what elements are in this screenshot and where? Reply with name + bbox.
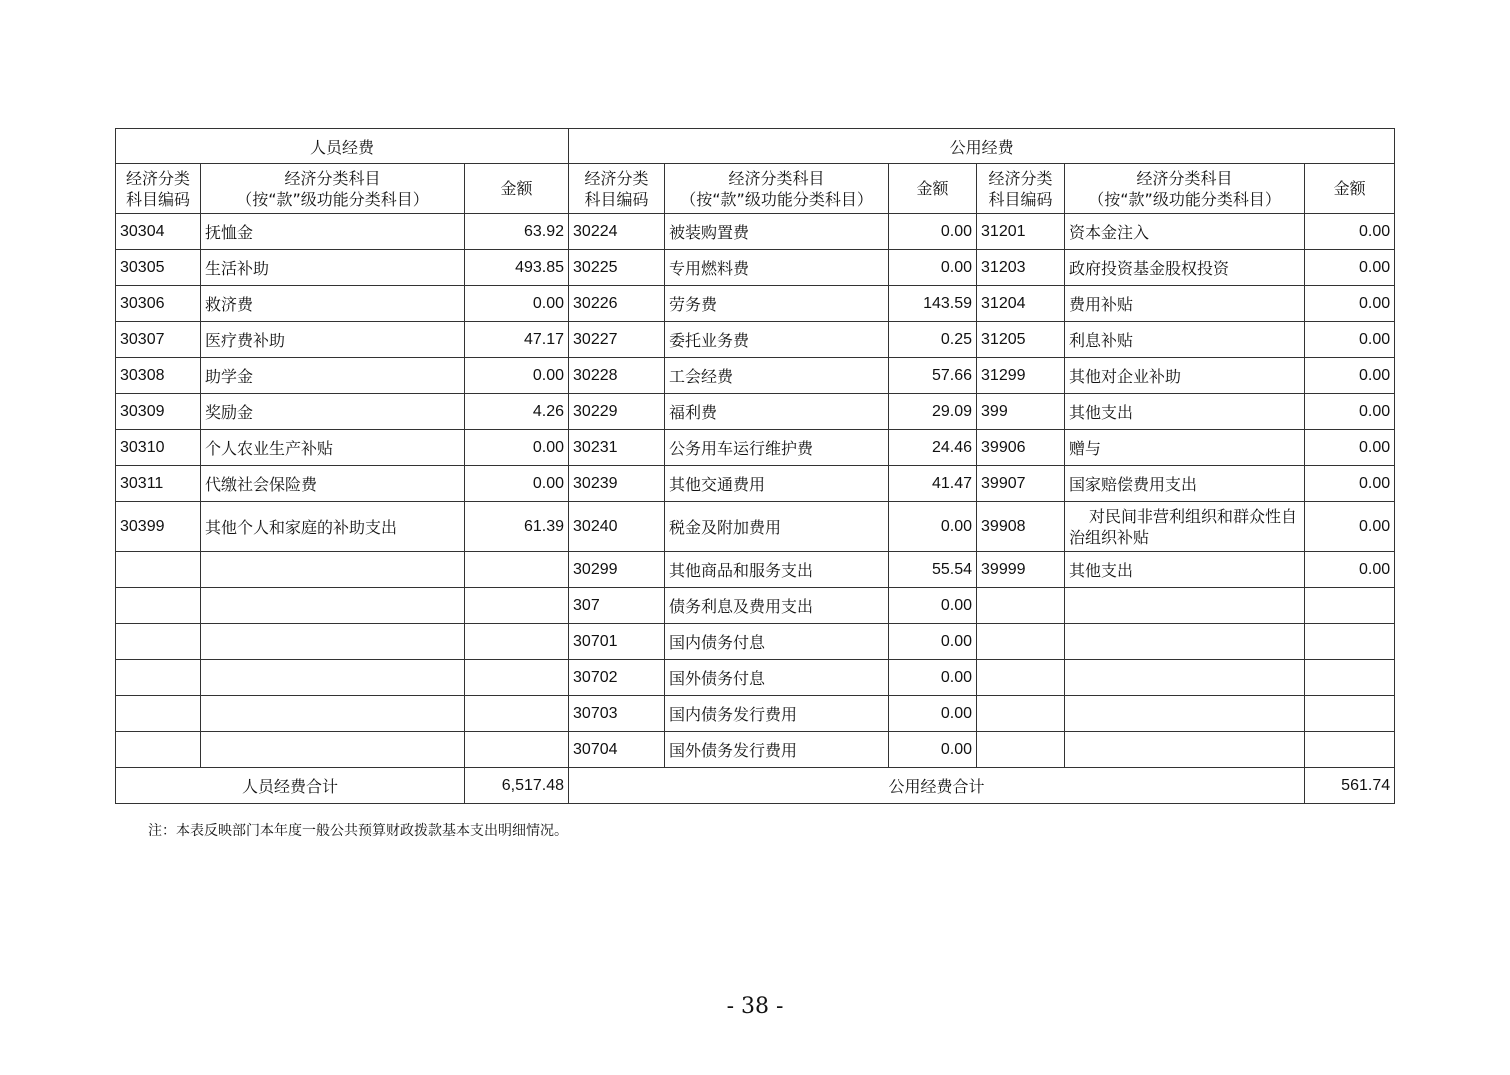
table-row — [116, 588, 1395, 624]
public-amount-cell: 0.00 — [889, 732, 977, 768]
public-amount-cell — [1305, 660, 1395, 696]
public-name-cell: 工会经费 — [665, 358, 889, 394]
public-code-cell: 30701 — [569, 624, 665, 660]
public-name-cell: 被装购置费 — [665, 214, 889, 250]
name-column-header: 经济分类科目 （按“款”级功能分类科目） — [1065, 164, 1305, 214]
table-body — [116, 214, 1395, 768]
public-amount-cell: 0.00 — [889, 214, 977, 250]
public-name-cell: 债务利息及费用支出 — [665, 588, 889, 624]
table-row — [116, 552, 1395, 588]
public-amount-cell: 143.59 — [889, 286, 977, 322]
public-code-cell: 30229 — [569, 394, 665, 430]
personnel-name-cell: 代缴社会保险费 — [201, 466, 465, 502]
public-code-cell: 307 — [569, 588, 665, 624]
personnel-code-cell: 30306 — [116, 286, 201, 322]
personnel-name-cell: 助学金 — [201, 358, 465, 394]
table-row — [116, 358, 1395, 394]
public-amount-cell — [1305, 624, 1395, 660]
public-amount-cell: 0.00 — [1305, 214, 1395, 250]
personnel-amount-cell — [465, 552, 569, 588]
public-amount-cell: 0.00 — [889, 502, 977, 552]
public-amount-cell: 0.00 — [1305, 552, 1395, 588]
public-amount-cell — [1305, 696, 1395, 732]
table-row — [116, 466, 1395, 502]
personnel-code-cell: 30399 — [116, 502, 201, 552]
table-row — [116, 250, 1395, 286]
public-amount-cell: 0.00 — [1305, 502, 1395, 552]
personnel-amount-cell: 0.00 — [465, 286, 569, 322]
personnel-amount-cell: 47.17 — [465, 322, 569, 358]
group-header-row — [116, 129, 1395, 164]
public-total-label: 公用经费合计 — [569, 768, 1305, 804]
public-code-cell: 30225 — [569, 250, 665, 286]
public-amount-cell: 41.47 — [889, 466, 977, 502]
public-code-cell: 399 — [977, 394, 1065, 430]
public-group-header: 公用经费 — [569, 129, 1395, 164]
public-amount-cell — [1305, 732, 1395, 768]
public-name-cell: 利息补贴 — [1065, 322, 1305, 358]
public-amount-cell: 0.00 — [889, 660, 977, 696]
public-amount-cell: 0.00 — [1305, 430, 1395, 466]
public-name-cell — [1065, 588, 1305, 624]
public-name-cell: 国家赔偿费用支出 — [1065, 466, 1305, 502]
name-column-header: 经济分类科目 （按“款”级功能分类科目） — [201, 164, 465, 214]
public-amount-cell: 0.00 — [1305, 286, 1395, 322]
public-name-cell: 其他支出 — [1065, 394, 1305, 430]
personnel-total-value: 6,517.48 — [465, 768, 569, 804]
amount-column-header: 金额 — [889, 164, 977, 214]
public-name-cell — [1065, 732, 1305, 768]
public-amount-cell: 55.54 — [889, 552, 977, 588]
personnel-amount-cell: 63.92 — [465, 214, 569, 250]
personnel-amount-cell: 0.00 — [465, 466, 569, 502]
public-code-cell: 31299 — [977, 358, 1065, 394]
public-name-cell: 其他对企业补助 — [1065, 358, 1305, 394]
public-code-cell: 30704 — [569, 732, 665, 768]
public-code-cell: 30239 — [569, 466, 665, 502]
personnel-name-cell — [201, 696, 465, 732]
personnel-name-cell — [201, 624, 465, 660]
budget-detail-table — [115, 128, 1395, 804]
personnel-amount-cell: 0.00 — [465, 358, 569, 394]
personnel-name-cell: 奖励金 — [201, 394, 465, 430]
personnel-name-cell — [201, 660, 465, 696]
public-name-cell: 国外债务发行费用 — [665, 732, 889, 768]
personnel-name-cell — [201, 588, 465, 624]
public-total-value: 561.74 — [1305, 768, 1395, 804]
amount-column-header: 金额 — [1305, 164, 1395, 214]
personnel-code-cell: 30310 — [116, 430, 201, 466]
personnel-amount-cell — [465, 732, 569, 768]
public-code-cell: 31201 — [977, 214, 1065, 250]
public-code-cell: 30299 — [569, 552, 665, 588]
public-name-cell: 劳务费 — [665, 286, 889, 322]
personnel-amount-cell — [465, 588, 569, 624]
public-name-cell: 公务用车运行维护费 — [665, 430, 889, 466]
personnel-amount-cell — [465, 696, 569, 732]
public-code-cell: 30226 — [569, 286, 665, 322]
public-name-cell — [1065, 624, 1305, 660]
personnel-code-cell: 30304 — [116, 214, 201, 250]
public-name-cell: 政府投资基金股权投资 — [1065, 250, 1305, 286]
public-code-cell: 30702 — [569, 660, 665, 696]
personnel-name-cell — [201, 552, 465, 588]
personnel-name-cell: 救济费 — [201, 286, 465, 322]
personnel-name-cell: 其他个人和家庭的补助支出 — [201, 502, 465, 552]
public-amount-cell: 0.00 — [1305, 466, 1395, 502]
personnel-total-label: 人员经费合计 — [116, 768, 465, 804]
public-code-cell — [977, 660, 1065, 696]
code-column-header: 经济分类 科目编码 — [569, 164, 665, 214]
personnel-code-cell: 30307 — [116, 322, 201, 358]
public-amount-cell: 24.46 — [889, 430, 977, 466]
public-name-cell: 专用燃料费 — [665, 250, 889, 286]
public-code-cell — [977, 732, 1065, 768]
public-name-cell: 资本金注入 — [1065, 214, 1305, 250]
public-name-cell: 费用补贴 — [1065, 286, 1305, 322]
personnel-code-cell — [116, 552, 201, 588]
public-name-cell: 国内债务付息 — [665, 624, 889, 660]
amount-column-header: 金额 — [465, 164, 569, 214]
personnel-code-cell: 30305 — [116, 250, 201, 286]
public-amount-cell: 0.00 — [889, 624, 977, 660]
personnel-name-cell: 医疗费补助 — [201, 322, 465, 358]
public-code-cell: 30703 — [569, 696, 665, 732]
table-note: 注：本表反映部门本年度一般公共预算财政拨款基本支出明细情况。 — [148, 823, 568, 839]
public-code-cell: 31203 — [977, 250, 1065, 286]
table-row — [116, 732, 1395, 768]
public-amount-cell: 0.00 — [1305, 322, 1395, 358]
public-name-cell: 国外债务付息 — [665, 660, 889, 696]
table-row — [116, 502, 1395, 552]
name-column-header: 经济分类科目 （按“款”级功能分类科目） — [665, 164, 889, 214]
personnel-amount-cell: 61.39 — [465, 502, 569, 552]
public-code-cell — [977, 624, 1065, 660]
public-code-cell: 30231 — [569, 430, 665, 466]
public-amount-cell: 0.00 — [889, 588, 977, 624]
public-amount-cell: 0.00 — [1305, 250, 1395, 286]
public-code-cell: 31204 — [977, 286, 1065, 322]
code-column-header: 经济分类 科目编码 — [977, 164, 1065, 214]
table-row — [116, 394, 1395, 430]
table-row — [116, 696, 1395, 732]
public-name-cell — [1065, 660, 1305, 696]
table-row — [116, 624, 1395, 660]
public-name-cell — [1065, 696, 1305, 732]
public-name-cell: 福利费 — [665, 394, 889, 430]
personnel-code-cell — [116, 660, 201, 696]
public-code-cell: 39908 — [977, 502, 1065, 552]
table-row — [116, 430, 1395, 466]
personnel-name-cell — [201, 732, 465, 768]
totals-row — [116, 768, 1395, 804]
column-header-row — [116, 164, 1395, 214]
public-name-cell: 赠与 — [1065, 430, 1305, 466]
public-code-cell: 30224 — [569, 214, 665, 250]
personnel-code-cell: 30309 — [116, 394, 201, 430]
public-code-cell: 31205 — [977, 322, 1065, 358]
personnel-amount-cell: 4.26 — [465, 394, 569, 430]
public-code-cell: 30240 — [569, 502, 665, 552]
personnel-amount-cell — [465, 660, 569, 696]
code-column-header: 经济分类 科目编码 — [116, 164, 201, 214]
public-code-cell — [977, 588, 1065, 624]
public-code-cell: 30227 — [569, 322, 665, 358]
personnel-amount-cell: 0.00 — [465, 430, 569, 466]
personnel-amount-cell — [465, 624, 569, 660]
public-code-cell: 30228 — [569, 358, 665, 394]
public-name-cell: 其他支出 — [1065, 552, 1305, 588]
public-name-cell: 其他商品和服务支出 — [665, 552, 889, 588]
personnel-code-cell: 30311 — [116, 466, 201, 502]
table-row — [116, 322, 1395, 358]
table-row — [116, 660, 1395, 696]
public-name-cell: 国内债务发行费用 — [665, 696, 889, 732]
public-amount-cell: 0.25 — [889, 322, 977, 358]
personnel-code-cell — [116, 696, 201, 732]
public-name-cell: 对民间非营利组织和群众性自治组织补贴 — [1065, 502, 1305, 552]
table-row — [116, 214, 1395, 250]
public-name-cell: 其他交通费用 — [665, 466, 889, 502]
public-amount-cell: 57.66 — [889, 358, 977, 394]
public-amount-cell — [1305, 588, 1395, 624]
personnel-group-header: 人员经费 — [116, 129, 569, 164]
table-row — [116, 286, 1395, 322]
personnel-code-cell: 30308 — [116, 358, 201, 394]
public-amount-cell: 0.00 — [1305, 358, 1395, 394]
personnel-name-cell: 抚恤金 — [201, 214, 465, 250]
public-code-cell: 39999 — [977, 552, 1065, 588]
public-amount-cell: 29.09 — [889, 394, 977, 430]
public-amount-cell: 0.00 — [889, 250, 977, 286]
public-code-cell — [977, 696, 1065, 732]
public-code-cell: 39906 — [977, 430, 1065, 466]
personnel-amount-cell: 493.85 — [465, 250, 569, 286]
personnel-code-cell — [116, 588, 201, 624]
page-number: - 38 - — [726, 994, 784, 1019]
public-name-cell: 委托业务费 — [665, 322, 889, 358]
public-name-cell: 税金及附加费用 — [665, 502, 889, 552]
personnel-name-cell: 生活补助 — [201, 250, 465, 286]
public-amount-cell: 0.00 — [889, 696, 977, 732]
public-code-cell: 39907 — [977, 466, 1065, 502]
personnel-code-cell — [116, 624, 201, 660]
personnel-name-cell: 个人农业生产补贴 — [201, 430, 465, 466]
public-amount-cell: 0.00 — [1305, 394, 1395, 430]
personnel-code-cell — [116, 732, 201, 768]
